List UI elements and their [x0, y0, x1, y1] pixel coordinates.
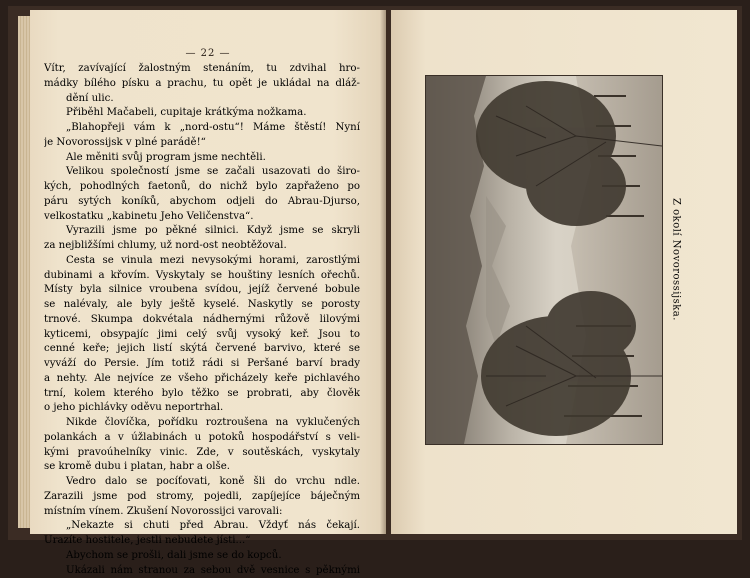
- text-line: se nalévaly, ale byly ještě kyselé. Naskytly se porosty: [44, 298, 360, 313]
- text-line: mádky bílého písku a prachu, tu opět je ukládal na dláž-: [44, 77, 360, 92]
- text-line: se kromě dubu i platan, habr a olše.: [44, 460, 360, 475]
- text-line: páru sytých koníků, abychom odjeli do Abrau-Djurso,: [44, 195, 360, 210]
- text-line: Nikde človíčka, pořídku roztroušena na vyklučených: [44, 416, 360, 431]
- landscape-photo-plate: [425, 75, 663, 445]
- text-line: trnové. Skumpa dokvétala nádhernými růžově lilovými: [44, 313, 360, 328]
- text-line: Vedro dalo se pocíťovati, koně šli do vrchu ndle.: [44, 475, 360, 490]
- text-line: kých, pohodlných faetonů, do nichž bylo zapřaženo po: [44, 180, 360, 195]
- text-line: Přiběhl Mačabeli, cupitaje krátkýma nožkama.: [44, 106, 360, 121]
- text-line: Místy byla silnice vroubena svídou, jejíž červené bobule: [44, 283, 360, 298]
- text-line: Ale měniti svůj program jsme nechtěli.: [44, 151, 360, 166]
- text-line: Ukázali nám stranou za sebou dvě vesnice s pěknými: [44, 564, 360, 578]
- text-line: Cesta se vinula mezi nevysokými horami, zarostlými: [44, 254, 360, 269]
- text-line: dění ulic.: [44, 92, 360, 107]
- text-line: kyticemi, obsypajíc jimi celý svůj vysoký keř. Jsou to: [44, 328, 360, 343]
- body-text: [44, 62, 360, 578]
- text-line: Abychom se prošli, dali jsme se do kopců.: [44, 549, 360, 564]
- photo-caption: Z okolí Novorossijska.: [668, 75, 684, 443]
- text-line: o jeho pichlávky oděvu neportrhal.: [44, 401, 360, 416]
- text-line: Vítr, zavívající žalostným stenáním, tu zdvihal hro-: [44, 62, 360, 77]
- text-line: „Blahopřeji vám k „nord-ostu“! Máme štěstí! Nyní: [44, 121, 360, 136]
- text-line: „Nekazte si chuti před Abrau. Vždyť nás čekají.: [44, 519, 360, 534]
- text-line: cenné keře; jejich listí skýtá červené barvivo, které se: [44, 342, 360, 357]
- text-line: za nejbližšími chlumy, už nord-ost neobtěžoval.: [44, 239, 360, 254]
- text-line: trní, kolem kterého bylo těžko se probrati, aby člověk: [44, 387, 360, 402]
- text-line: je Novorossijsk v plné parádě!“: [44, 136, 360, 151]
- text-line: polankách a v úžlabinách u potoků hospodářství s veli-: [44, 431, 360, 446]
- page-number: — 22 —: [30, 48, 386, 59]
- text-line: vyváží do Persie. Jím totiž rádi si Peršané barví brady: [44, 357, 360, 372]
- text-line: velkostatku „kabinetu Jeho Veličenstva“.: [44, 210, 360, 225]
- text-line: Zarazili jsme pod stromy, pojedli, zapíjejíce báječným: [44, 490, 360, 505]
- text-line: Urazíte hostitele, jestli nebudete jísti...“: [44, 534, 360, 549]
- landscape-photo: [426, 76, 662, 444]
- text-line: místním vínem. Zkušení Novorossijci varovali:: [44, 505, 360, 520]
- text-line: Velikou společností jsme se začali usazovati do širo-: [44, 165, 360, 180]
- text-line: Vyrazili jsme po pěkné silnici. Když jsme se skryli: [44, 224, 360, 239]
- text-line: a nehty. Ale nejvíce ze všeho přicházely keře pichlavého: [44, 372, 360, 387]
- text-line: dubinami a křovím. Vyskytaly se houštiny lesních ořechů.: [44, 269, 360, 284]
- text-line: kými pravoúhelníky vinic. Zde, v soutěskách, vyskytaly: [44, 446, 360, 461]
